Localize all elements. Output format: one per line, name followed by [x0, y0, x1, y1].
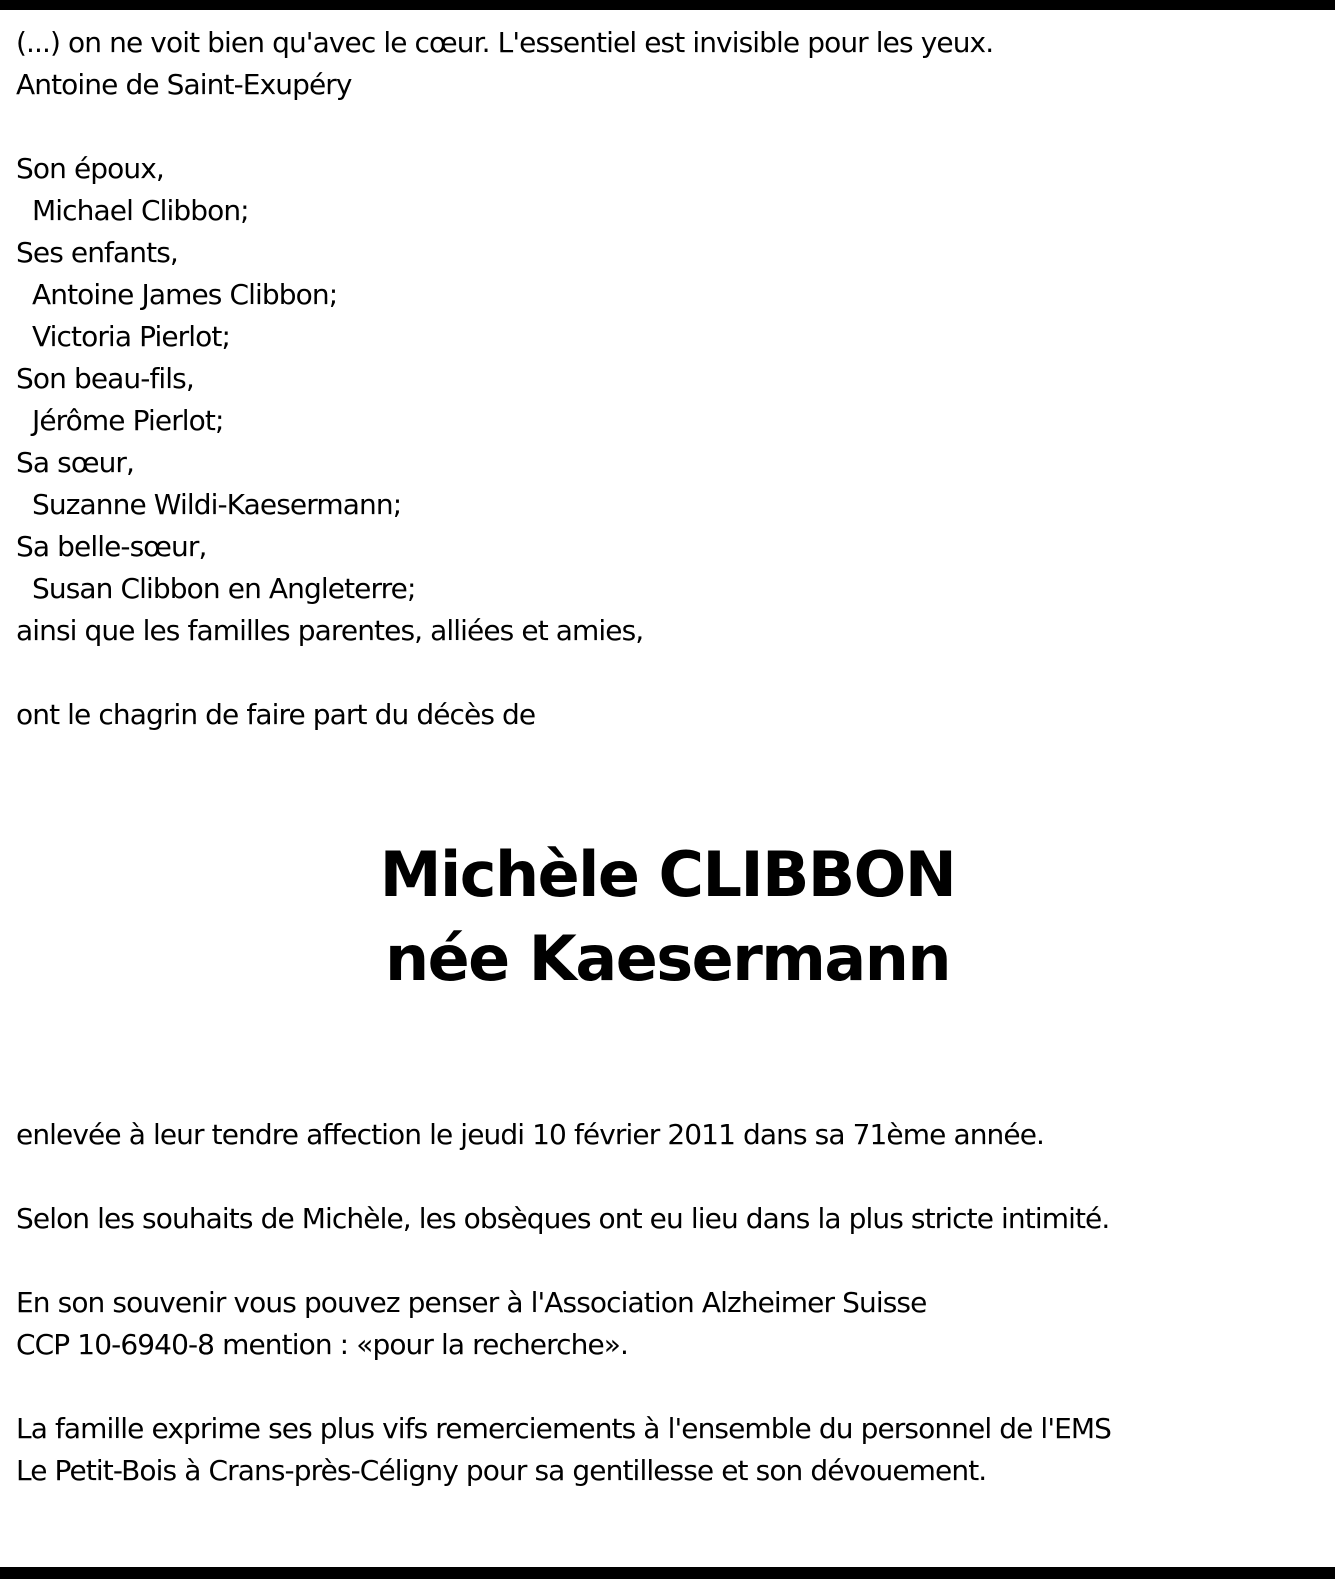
thanks-line: La famille exprime ses plus vifs remerciements à l'ensemble du personnel de l'EMS — [16, 1412, 1112, 1445]
donation-line: En son souvenir vous pouvez penser à l'Association Alzheimer Suisse — [16, 1286, 927, 1319]
thanks-line: Le Petit-Bois à Crans-près-Céligny pour sa gentillesse et son dévouement. — [16, 1454, 987, 1487]
spacer — [16, 1156, 1316, 1198]
relation-label: Son époux, — [16, 152, 164, 185]
family-member-name: Susan Clibbon en Angleterre; — [32, 572, 416, 605]
spacer — [16, 1366, 1316, 1408]
family-member-name: Michael Clibbon; — [32, 194, 249, 227]
relation-label: Ses enfants, — [16, 236, 178, 269]
deceased-name-block — [0, 833, 1335, 1001]
relation-label: Son beau-fils, — [16, 362, 194, 395]
notice-upper-text — [16, 22, 1316, 736]
family-member-name: Antoine James Clibbon; — [32, 278, 338, 311]
bottom-border-rule — [0, 1567, 1335, 1579]
spacer — [16, 652, 1316, 694]
spacer — [16, 1240, 1316, 1282]
deceased-maiden-name: née Kaesermann — [384, 922, 950, 995]
deceased-name: Michèle CLIBBON — [379, 838, 956, 911]
family-member-name: Suzanne Wildi-Kaesermann; — [32, 488, 402, 521]
relation-label: Sa belle-sœur, — [16, 530, 207, 563]
quote-author: Antoine de Saint-Exupéry — [16, 68, 352, 101]
family-member-name: Jérôme Pierlot; — [32, 404, 224, 437]
announcement-text: ont le chagrin de faire part du décès de — [16, 698, 536, 731]
funeral-details: Selon les souhaits de Michèle, les obsèques ont eu lieu dans la plus stricte intimité. — [16, 1202, 1110, 1235]
donation-account: CCP 10-6940-8 mention : «pour la recherche». — [16, 1328, 629, 1361]
relation-label: Sa sœur, — [16, 446, 135, 479]
top-border-rule — [0, 0, 1335, 10]
quote-text: (...) on ne voit bien qu'avec le cœur. L'essentiel est invisible pour les yeux. — [16, 26, 994, 59]
spacer — [16, 106, 1316, 148]
death-details: enlevée à leur tendre affection le jeudi 10 février 2011 dans sa 71ème année. — [16, 1118, 1045, 1151]
notice-lower-text — [16, 1114, 1316, 1492]
family-member-name: Victoria Pierlot; — [32, 320, 230, 353]
families-line: ainsi que les familles parentes, alliées et amies, — [16, 614, 644, 647]
